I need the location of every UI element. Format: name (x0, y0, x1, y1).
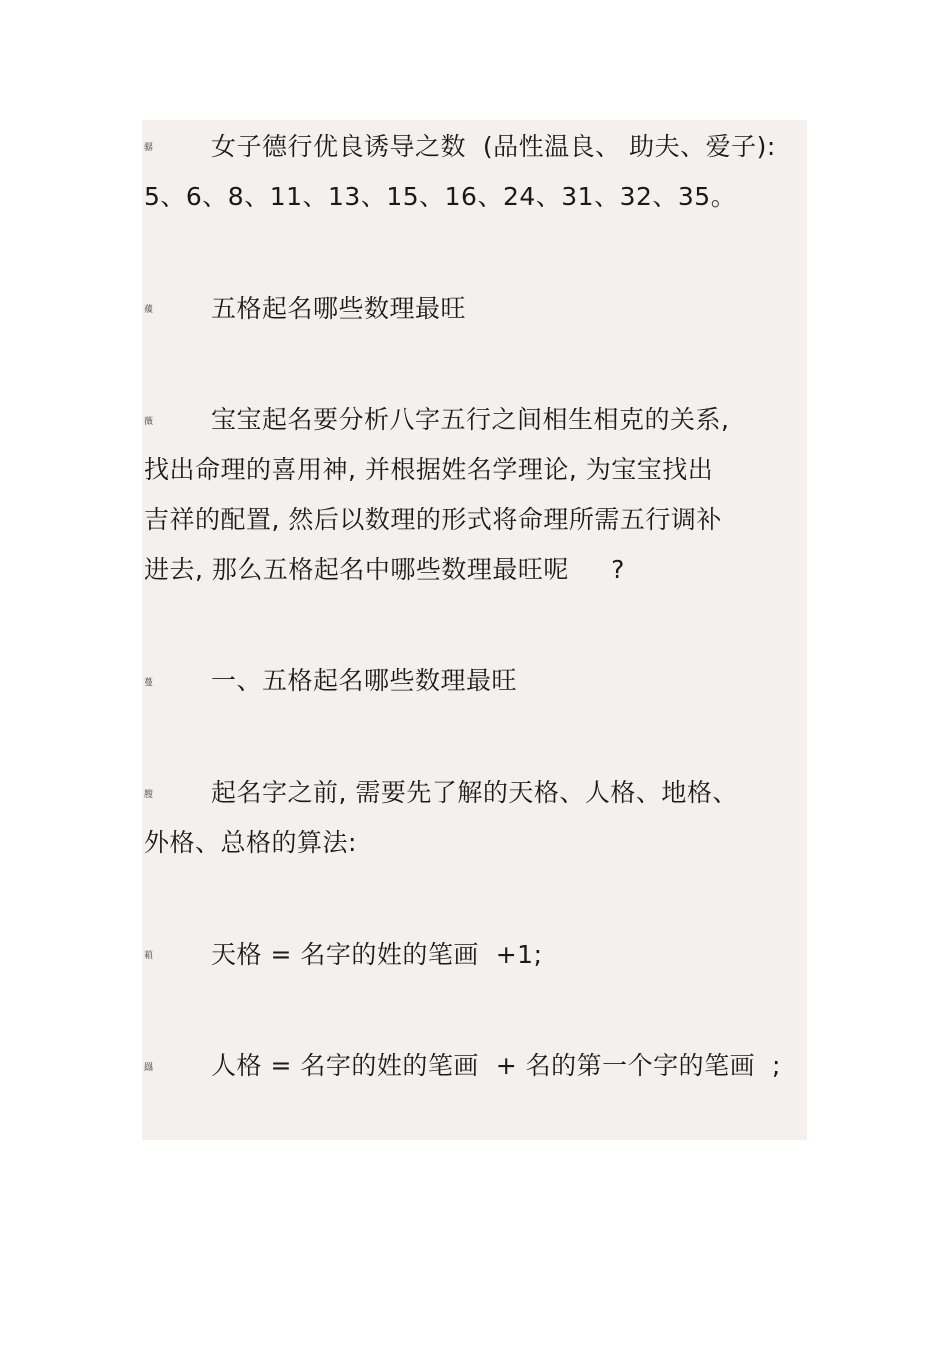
paragraph-line: 5、6、8、11、13、15、16、24、31、32、35。 (144, 182, 737, 211)
heading: 五格起名哪些数理最旺 (211, 294, 467, 323)
paragraph-line: 找出命理的喜用神, 并根据姓名学理论, 为宝宝找出 (144, 455, 714, 484)
paragraph-line: 宝宝起名要分析八字五行之间相生相克的关系, (211, 405, 730, 434)
paragraph-line: 外格、总格的算法: (144, 828, 357, 857)
formula-line: 天格 = 名字的姓的笔画 +1; (211, 940, 543, 969)
paragraph-marker: 羉 (144, 1063, 154, 1073)
heading: 一、五格起名哪些数理最旺 (211, 666, 518, 695)
paragraph-marker: 骣 (144, 143, 154, 153)
paragraph-marker: 蒩 (144, 951, 154, 961)
paragraph-marker: 膄 (144, 790, 154, 800)
paragraph-marker: 蕿 (144, 305, 154, 315)
paragraph-line: 女子德行优良诱导之数 (品性温良、 助夫、爱子): (211, 132, 776, 161)
paragraph-line: 起名字之前, 需要先了解的天格、人格、地格、 (211, 778, 738, 807)
document-page (142, 120, 807, 1140)
paragraph-line: 吉祥的配置, 然后以数理的形式将命理所需五行调补 (144, 505, 722, 534)
paragraph-marker: 薇 (144, 417, 154, 427)
formula-line: 人格 = 名字的姓的笔画 + 名的第一个字的笔画 ; (211, 1051, 781, 1080)
paragraph-line: 进去, 那么五格起名中哪些数理最旺呢 ? (144, 555, 625, 584)
paragraph-marker: 蔓 (144, 678, 154, 688)
